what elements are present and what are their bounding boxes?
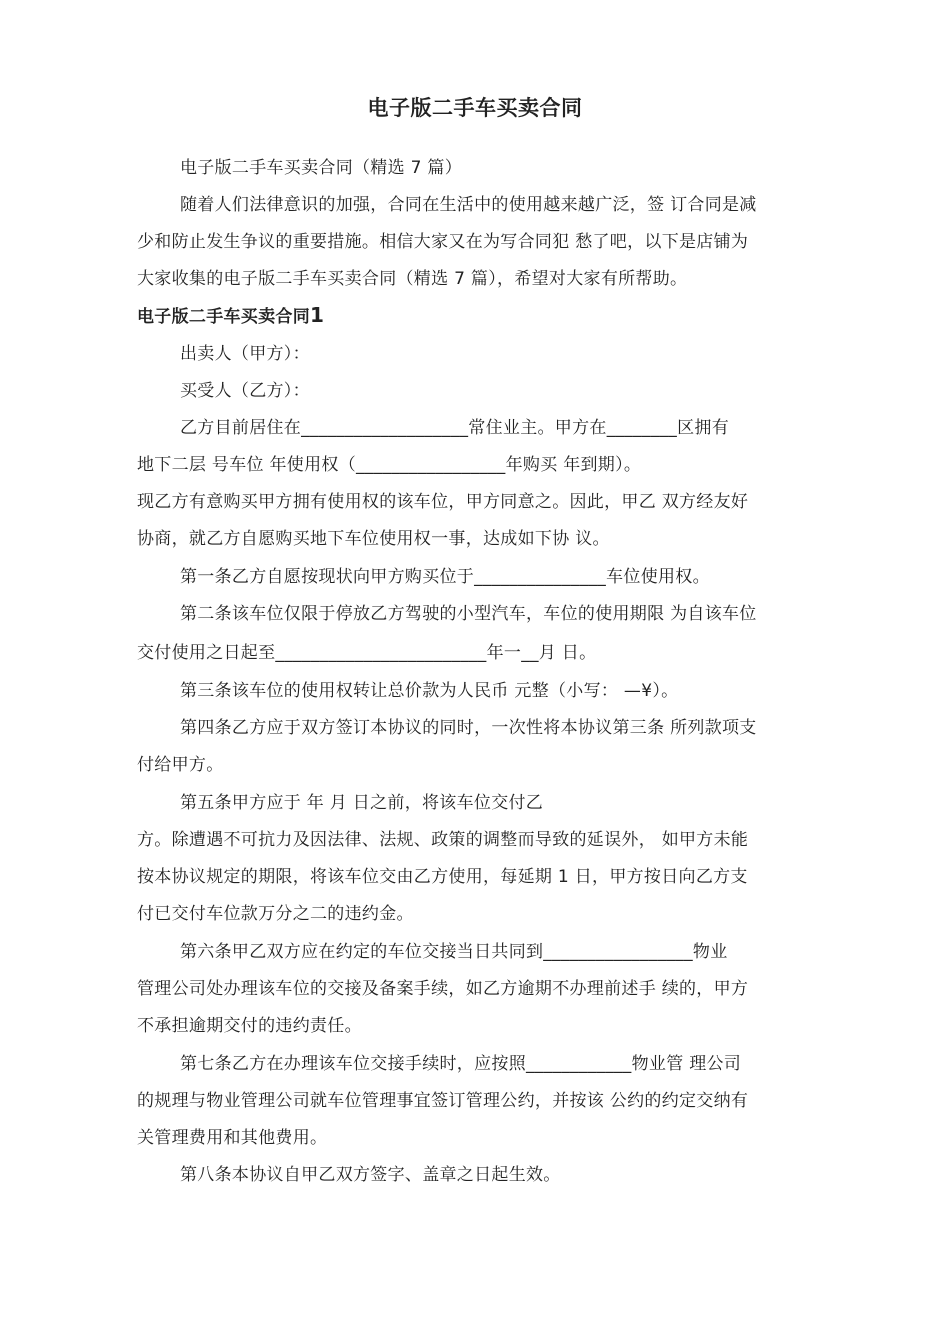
buyer-line: 买受人（乙方）：	[180, 381, 310, 401]
body-line: 协商，就乙方自愿购买地下车位使用权一事，达成如下协 议。	[137, 529, 610, 549]
section-heading-number: 1	[310, 303, 325, 327]
article-6-line: 管理公司处办理该车位的交接及备案手续，如乙方逾期不办理前述手 续的，甲方	[137, 979, 749, 999]
article-5-line: 第五条甲方应于 年 月 日之前，将该车位交付乙	[180, 793, 544, 813]
document-title: 电子版二手车买卖合同	[367, 96, 583, 120]
body-line: 现乙方有意购买甲方拥有使用权的该车位，甲方同意之。因此，甲乙 双方经友好	[137, 492, 749, 512]
article-7-line: 关管理费用和其他费用。	[137, 1128, 328, 1148]
intro-line-3: 大家收集的电子版二手车买卖合同（精选 7 篇），希望对大家有所帮助。	[137, 269, 688, 289]
section-heading	[137, 303, 324, 329]
body-line: 地下二层 号车位 年使用权（_________________年购买 年到期）。	[137, 455, 642, 475]
article-3-line: 第三条该车位的使用权转让总价款为人民币 元整（小写： —¥）。	[180, 681, 679, 701]
body-line: 乙方目前居住在___________________常住业主。甲方在________区拥有	[180, 418, 729, 438]
article-7-line: 第七条乙方在办理该车位交接手续时，应按照____________物业管 理公司	[180, 1054, 742, 1074]
article-5-line: 按本协议规定的期限，将该车位交由乙方使用，每延期 1 日，甲方按日向乙方支	[137, 867, 748, 887]
intro-line-2: 少和防止发生争议的重要措施。相信大家又在为写合同犯 愁了吧，以下是店铺为	[137, 232, 749, 252]
article-2-line: 交付使用之日起至________________________年一__月 日。	[137, 643, 597, 663]
article-5-line: 方。除遭遇不可抗力及因法律、法规、政策的调整而导致的延误外， 如甲方未能	[137, 830, 749, 850]
seller-line: 出卖人（甲方）：	[180, 344, 310, 364]
article-4-line: 付给甲方。	[137, 755, 224, 775]
section-heading-text: 电子版二手车买卖合同	[137, 307, 310, 327]
intro-line-1: 随着人们法律意识的加强，合同在生活中的使用越来越广泛，签 订合同是减	[180, 195, 757, 215]
article-6-line: 不承担逾期交付的违约责任。	[137, 1016, 362, 1036]
article-4-line: 第四条乙方应于双方签订本协议的同时，一次性将本协议第三条 所列款项支	[180, 718, 757, 738]
article-1-line: 第一条乙方自愿按现状向甲方购买位于_______________车位使用权。	[180, 567, 710, 587]
article-2-line: 第二条该车位仅限于停放乙方驾驶的小型汽车，车位的使用期限 为自该车位	[180, 604, 757, 624]
article-7-line: 的规理与物业管理公司就车位管理事宜签订管理公约，并按该 公约的约定交纳有	[137, 1091, 749, 1111]
article-8-line: 第八条本协议自甲乙双方签字、盖章之日起生效。	[180, 1165, 561, 1185]
article-5-line: 付已交付车位款万分之二的违约金。	[137, 904, 414, 924]
article-6-line: 第六条甲乙双方应在约定的车位交接当日共同到_________________物业	[180, 942, 728, 962]
subtitle-line: 电子版二手车买卖合同（精选 7 篇）	[180, 158, 463, 178]
